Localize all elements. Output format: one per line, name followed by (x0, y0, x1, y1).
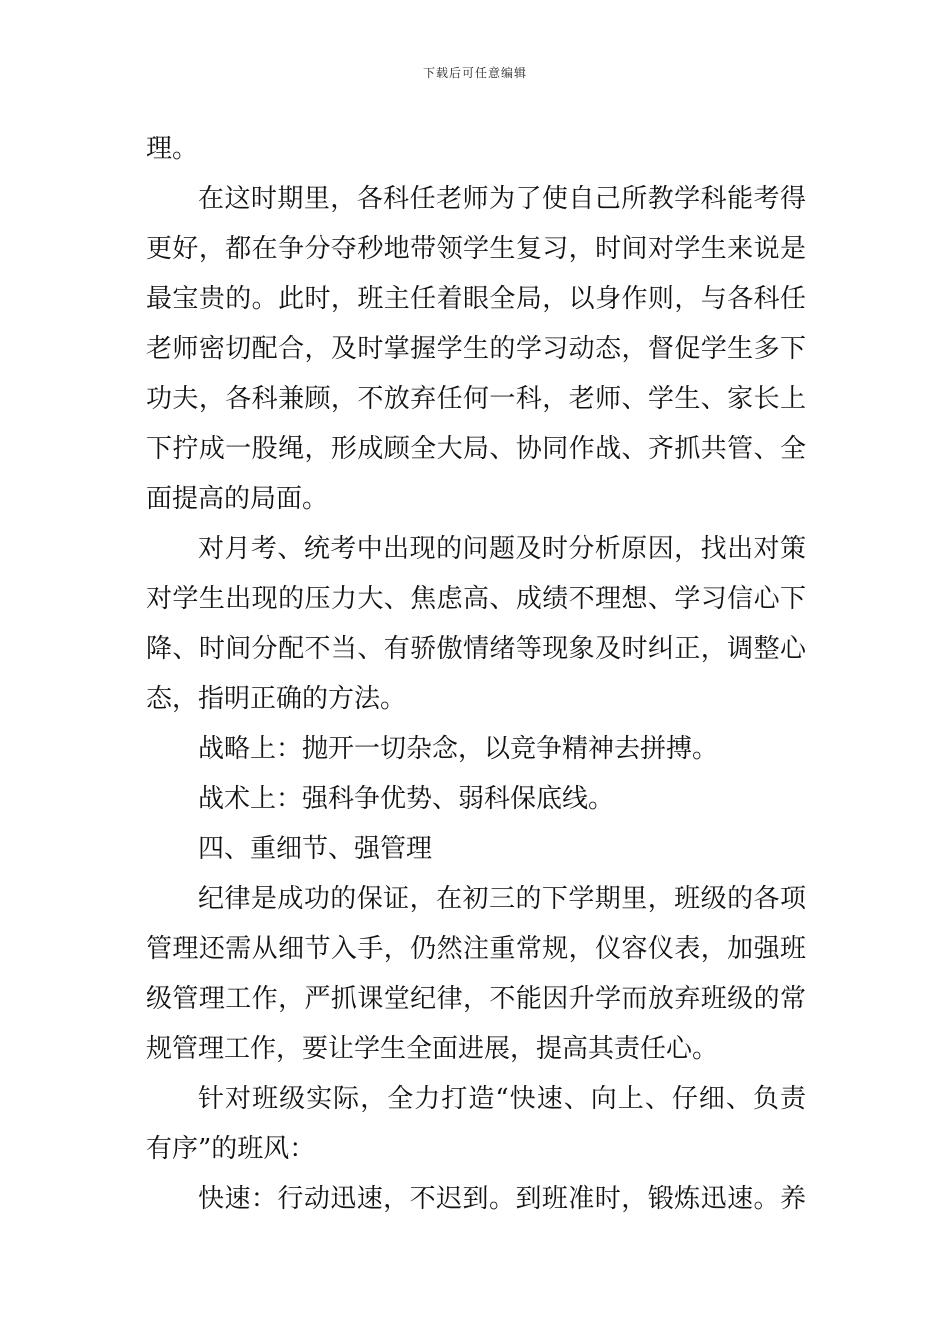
text-line: 面提高的局面。 (146, 484, 329, 514)
text-line: 理。 (146, 134, 199, 164)
text-line: 规管理工作，要让学生全面进展，提高其责任心。 (146, 1034, 719, 1064)
text-line: 最宝贵的。此时，班主任着眼全局，以身作则，与各科任 (146, 284, 806, 314)
page-header: 下载后可任意编辑 (422, 66, 527, 80)
text-line: 管理还需从细节入手，仍然注重常规，仪容仪表，加强班 (146, 934, 806, 964)
document-body (146, 124, 806, 1224)
text-line: 战术上：强科争优势、弱科保底线。 (198, 784, 615, 814)
text-line: 四、重细节、强管理 (198, 834, 433, 864)
text-line: 态，指明正确的方法。 (146, 684, 407, 714)
text-line: 针对班级实际，全力打造“快速、向上、仔细、负责 (198, 1084, 806, 1114)
text-line: 对学生出现的压力大、焦虑高、成绩不理想、学习信心下 (146, 584, 806, 614)
text-line: 级管理工作，严抓课堂纪律，不能因升学而放弃班级的常 (146, 984, 806, 1014)
text-line: 快速：行动迅速，不迟到。到班准时，锻炼迅速。养 (198, 1184, 806, 1214)
text-line: 在这时期里，各科任老师为了使自己所教学科能考得 (198, 184, 806, 214)
text-line: 降、时间分配不当、有骄傲情绪等现象及时纠正，调整心 (146, 634, 806, 664)
text-line: 纪律是成功的保证，在初三的下学期里，班级的各项 (198, 884, 806, 914)
text-line: 战略上：抛开一切杂念，以竞争精神去拼搏。 (198, 734, 719, 764)
text-line: 功夫，各科兼顾，不放弃任何一科，老师、学生、家长上 (146, 384, 806, 414)
text-line: 对月考、统考中出现的问题及时分析原因，找出对策 (198, 534, 806, 564)
text-line: 老师密切配合，及时掌握学生的学习动态，督促学生多下 (146, 334, 806, 364)
text-line: 下拧成一股绳，形成顾全大局、协同作战、齐抓共管、全 (146, 434, 806, 464)
text-line: 更好，都在争分夺秒地带领学生复习，时间对学生来说是 (146, 234, 806, 264)
text-line: 有序”的班风： (146, 1134, 316, 1164)
